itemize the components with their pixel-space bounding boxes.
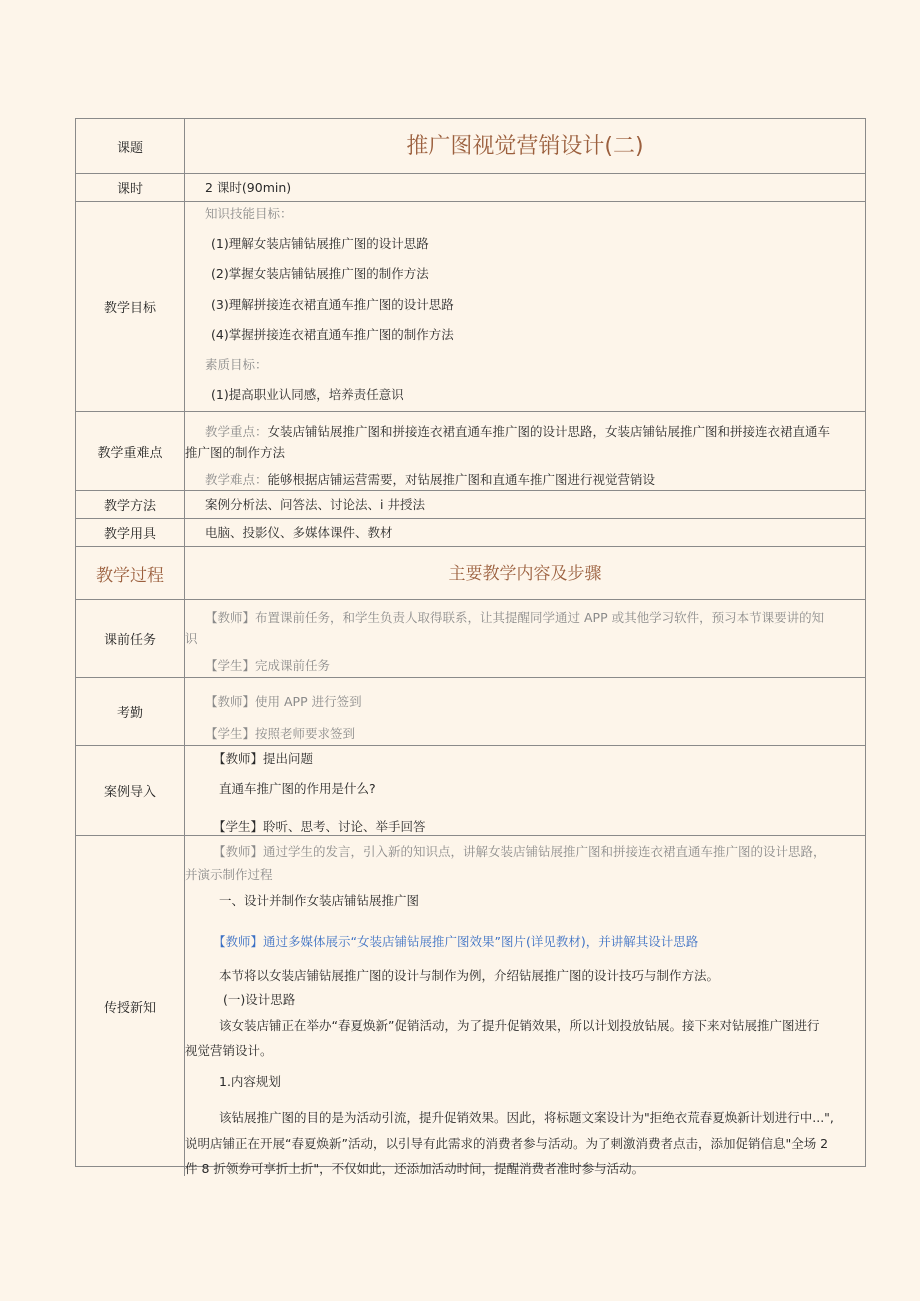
attendance-row [76, 678, 865, 746]
case-intro-row [76, 746, 865, 836]
case-teacher: 【教师】提出问题 [213, 751, 314, 766]
case-student: 【学生】聆听、思考、讨论、举手回答 [213, 819, 426, 834]
objectives-label: 教学目标 [76, 202, 185, 411]
attendance-student: 【学生】按照老师要求签到 [205, 726, 356, 741]
section-title: 一、设计并制作女装店铺钻展推广图 [219, 893, 420, 908]
nk-para1-2: 视觉营销设计。 [185, 1043, 273, 1058]
new-knowledge-row [76, 836, 865, 1176]
process-label: 教学过程 [76, 547, 185, 599]
objective-item: (1)理解女装店铺钻展推广图的设计思路 [211, 236, 429, 251]
nk-intro: 本节将以女装店铺钻展推广图的设计与制作为例，介绍钻展推广图的设计技巧与制作方法。 [219, 968, 720, 983]
hours-row [76, 174, 865, 202]
pre-class-student: 【学生】完成课前任务 [205, 658, 331, 673]
nk-item1: 1.内容规划 [219, 1074, 281, 1089]
focus-line [205, 424, 830, 440]
key-points-row [76, 412, 865, 491]
quality-item: (1)提高职业认同感，培养责任意识 [211, 387, 404, 402]
topic-content [185, 119, 865, 173]
nk-para2-3: 件 8 折领券可享折上折"，不仅如此，还添加活动时间，提醒消费者准时参与活动。 [185, 1161, 645, 1176]
methods-label: 教学方法 [76, 491, 185, 518]
methods-value: 案例分析法、问答法、讨论法、i 井授法 [205, 497, 425, 512]
focus-line-2: 推广图的制作方法 [185, 445, 286, 460]
objectives-row [76, 202, 865, 412]
tools-label: 教学用具 [76, 519, 185, 546]
focus-tag: 教学重点： [205, 424, 268, 439]
attendance-label: 考勤 [76, 678, 185, 745]
topic-row [76, 119, 865, 174]
tools-value: 电脑、投影仪、多媒体课件、教材 [205, 525, 393, 540]
hours-label: 课时 [76, 174, 185, 201]
nk-teacher-2: 并演示制作过程 [185, 867, 273, 882]
hours-value: 2 课时(90min) [205, 180, 292, 195]
key-points-label: 教学重难点 [76, 412, 185, 490]
focus-text: 女装店铺钻展推广图和拼接连衣裙直通车推广图的设计思路，女装店铺钻展推广图和拼接连衣裙直通车 [267, 424, 831, 439]
difficulty-line [205, 472, 655, 488]
page-title: 推广图视觉营销设计(二) [406, 134, 644, 159]
pre-class-teacher: 【教师】布置课前任务，和学生负责人取得联系，让其提醒同学通过 APP 或其他学习软件，预习本节课要讲的知 [205, 610, 825, 625]
pre-class-label: 课前任务 [76, 600, 185, 677]
case-question: 直通车推广图的作用是什么? [219, 781, 376, 796]
difficulty-tag: 教学难点： [205, 472, 268, 487]
nk-para2-2: 说明店铺正在开展“春夏焕新”活动，以引导有此需求的消费者参与活动。为了刺激消费者点击，添加促销信息"全场 2 [185, 1136, 829, 1151]
difficulty-text: 能够根据店铺运营需要，对钻展推广图和直通车推广图进行视觉营销设 [267, 472, 656, 487]
process-title: 主要教学内容及步骤 [448, 564, 602, 584]
knowledge-heading: 知识技能目标： [205, 206, 293, 221]
methods-row [76, 491, 865, 519]
nk-sub-heading: (一)设计思路 [223, 992, 296, 1007]
nk-para2: 该钻展推广图的目的是为活动引流，提升促销效果。因此，将标题文案设计为"拒绝衣荒春夏焕新计划进行中...", [219, 1110, 834, 1125]
nk-teacher-show: 【教师】通过多媒体展示“女装店铺钻展推广图效果”图片(详见教材)，并讲解其设计思路 [213, 934, 699, 949]
pre-class-teacher-2: 识 [185, 631, 198, 646]
pre-class-row [76, 600, 865, 678]
case-intro-label: 案例导入 [76, 746, 185, 835]
tools-row [76, 519, 865, 547]
new-knowledge-label: 传授新知 [76, 836, 185, 1176]
quality-heading: 素质目标： [205, 357, 268, 372]
nk-para1: 该女装店铺正在举办“春夏焕新”促销活动，为了提升促销效果，所以计划投放钻展。接下来对钻展推广图进行 [219, 1018, 820, 1033]
topic-label: 课题 [76, 119, 185, 173]
objective-item: (2)掌握女装店铺钻展推广图的制作方法 [211, 266, 429, 281]
lesson-plan-table [75, 118, 866, 1176]
objective-item: (4)掌握拼接连衣裙直通车推广图的制作方法 [211, 327, 454, 342]
process-header-row [76, 547, 865, 600]
nk-teacher: 【教师】通过学生的发言，引入新的知识点，讲解女装店铺钻展推广图和拼接连衣裙直通车推广图的设计思路， [213, 844, 826, 859]
objective-item: (3)理解拼接连衣裙直通车推广图的设计思路 [211, 297, 454, 312]
attendance-teacher: 【教师】使用 APP 进行签到 [205, 694, 362, 709]
